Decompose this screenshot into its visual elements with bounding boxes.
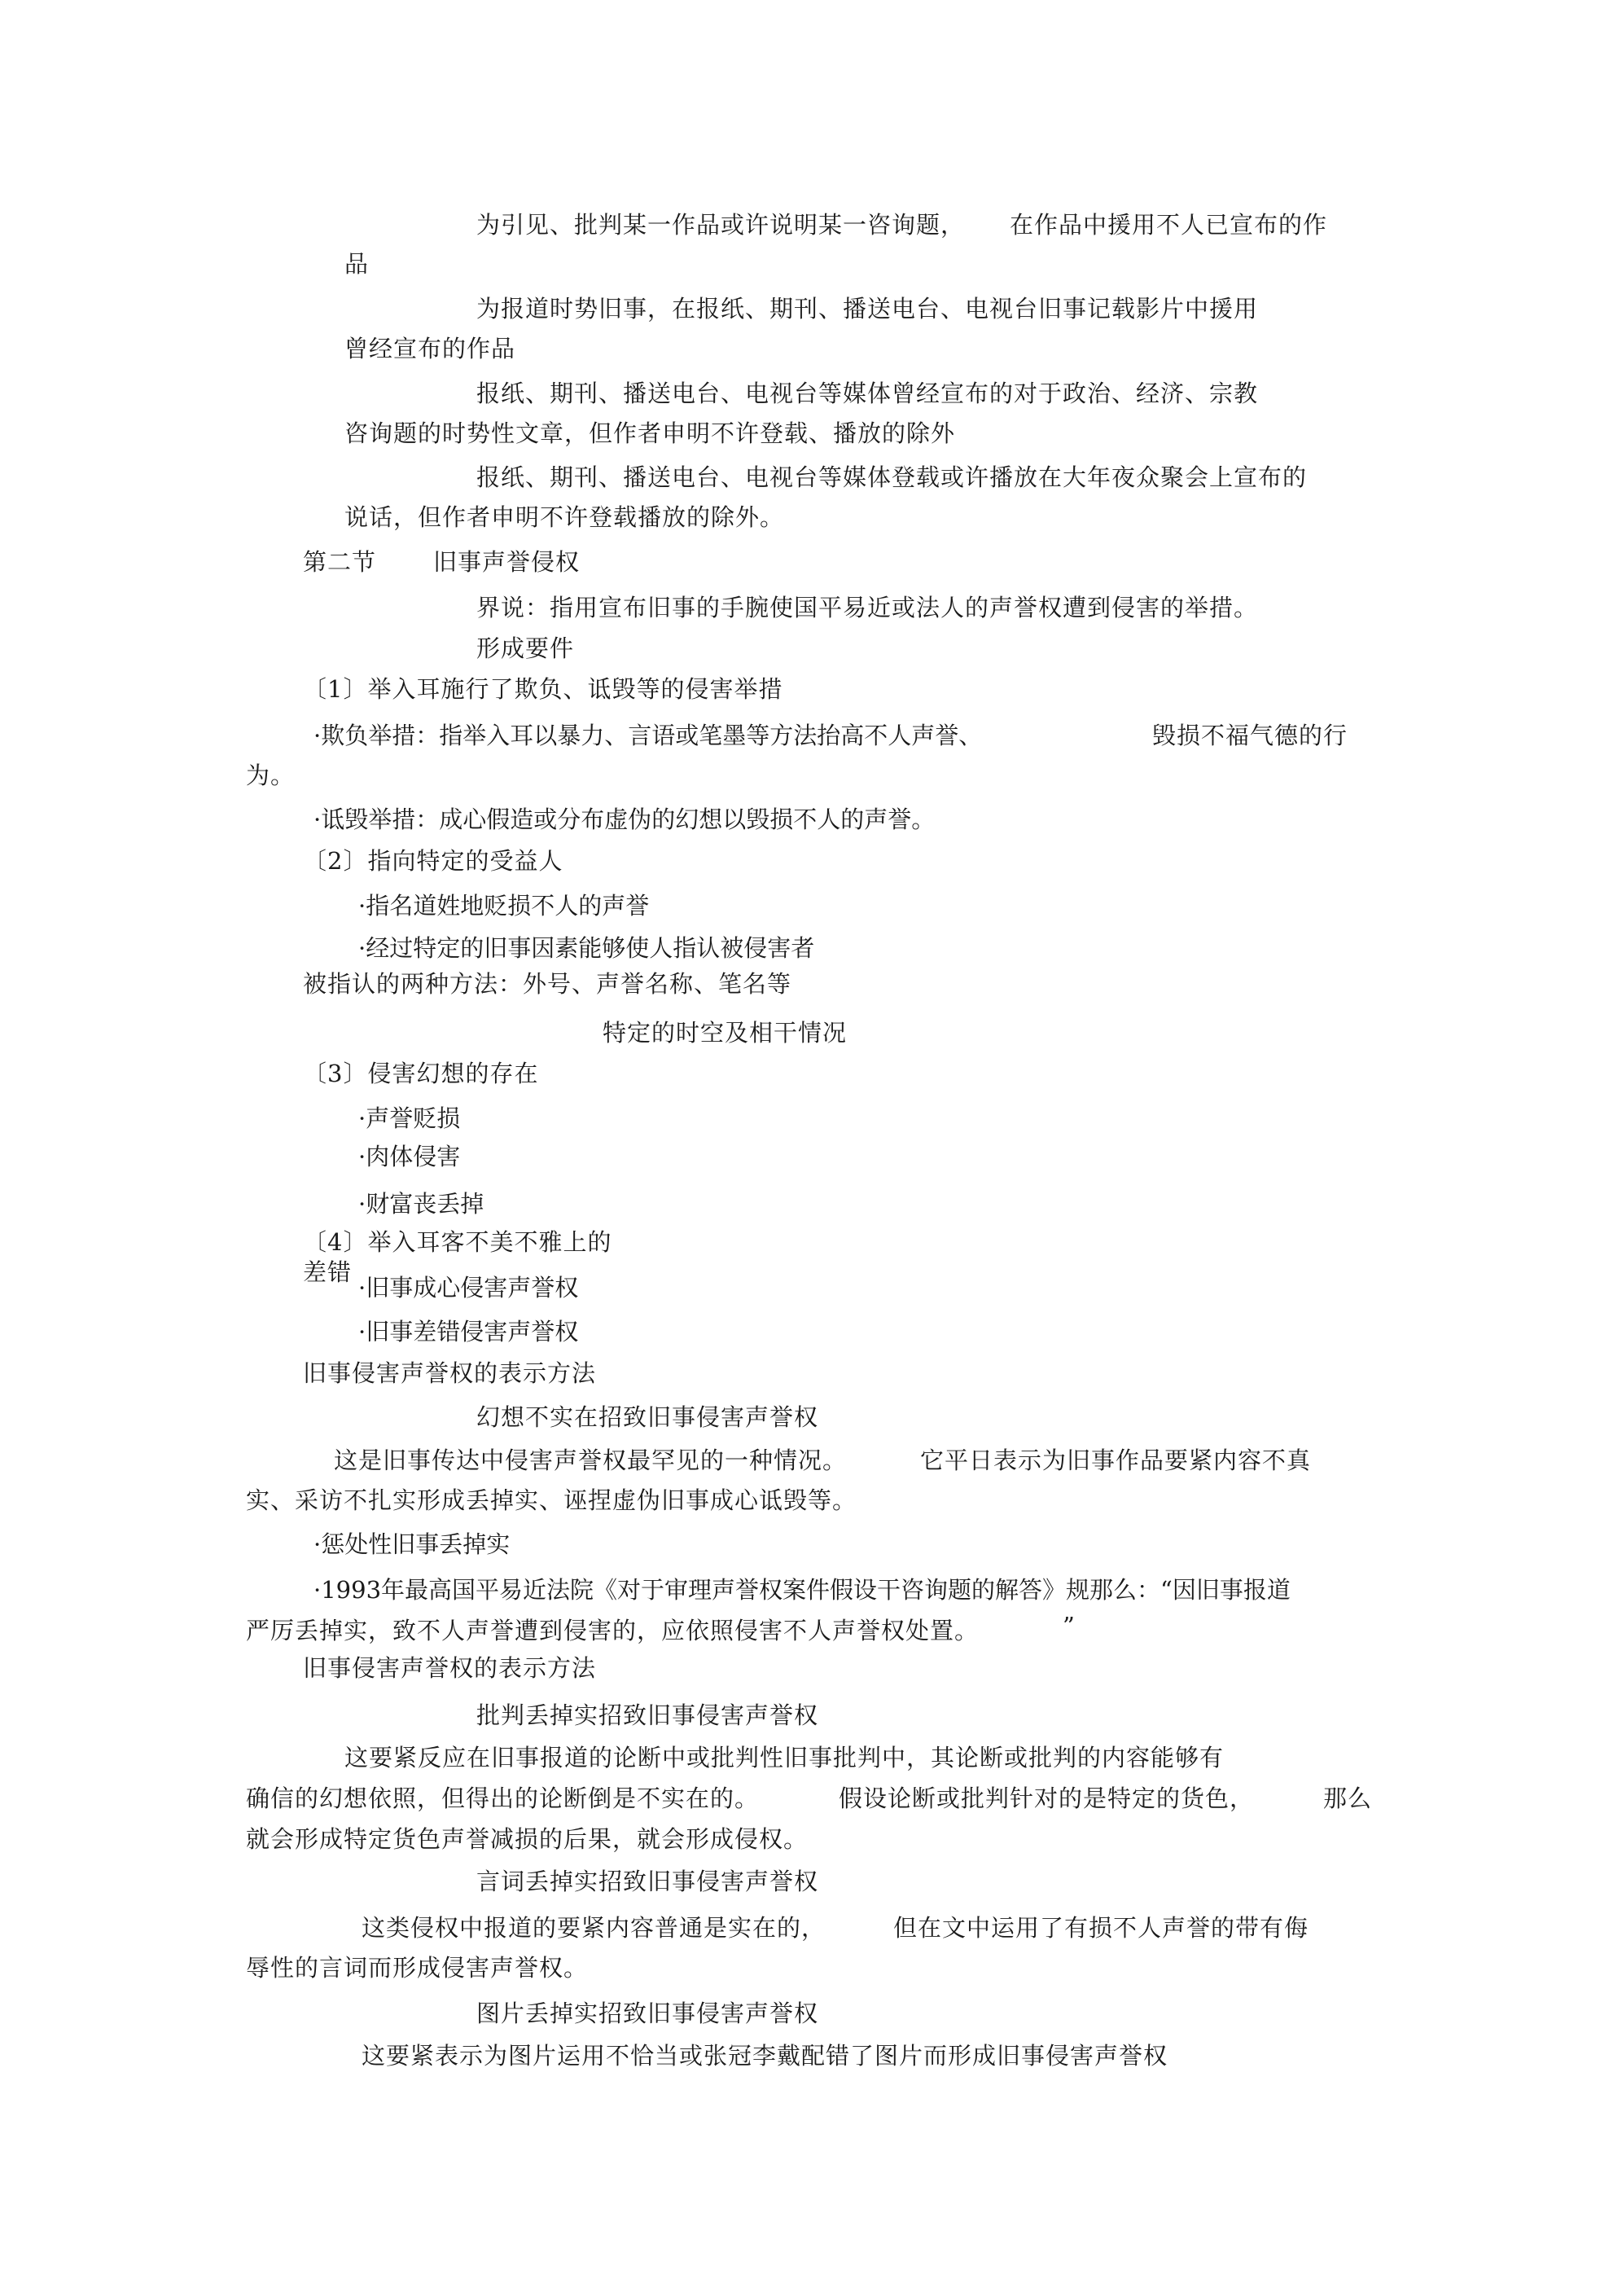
section-title: 旧事声誉侵权	[433, 548, 581, 576]
text-line: 这要紧反应在旧事报道的论断中或批判性旧事批判中，其论断或批判的内容能够有	[344, 1744, 1225, 1771]
text-line: 说话，但作者申明不许登载播放的除外。	[344, 503, 785, 531]
text-line: 毁损不福气德的行	[1152, 722, 1348, 749]
text-line: 为报道时势旧事，在报纸、期刊、播送电台、电视台旧事记载影片中援用	[476, 295, 1259, 323]
text-line: 咨询题的时势性文章，但作者申明不许登载、播放的除外	[344, 419, 956, 447]
bullet-item: ·旧事差错侵害声誉权	[358, 1318, 579, 1346]
text-line: 报纸、期刊、播送电台、电视台等媒体登载或许播放在大年夜众聚会上宣布的	[476, 463, 1308, 491]
text-line: 在作品中援用不人已宣布的作	[1010, 211, 1328, 239]
subheading: 批判丢掉实招致旧事侵害声誉权	[476, 1701, 819, 1729]
text-line: 界说：指用宣布旧事的手腕使国平易近或法人的声誉权遭到侵害的举措。	[476, 594, 1259, 621]
bullet-item: ·旧事成心侵害声誉权	[358, 1274, 579, 1302]
text-line: ”	[1063, 1612, 1076, 1640]
text-line: 曾经宣布的作品	[344, 335, 516, 362]
text-line: 那么	[1323, 1785, 1373, 1812]
list-heading: 〔3〕侵害幻想的存在	[303, 1060, 539, 1087]
text-line: 为。	[246, 762, 296, 789]
text-line: 这要紧表示为图片运用不恰当或张冠李戴配错了图片而形成旧事侵害声誉权	[362, 2042, 1168, 2070]
text-line: 差错	[303, 1258, 353, 1286]
text-line: 实、采访不扎实形成丢掉实、诬捏虚伪旧事成心诋毁等。	[246, 1486, 857, 1514]
subheading: 幻想不实在招致旧事侵害声誉权	[476, 1403, 819, 1431]
text-line: 但在文中运用了有损不人声誉的带有侮	[893, 1914, 1309, 1942]
text-line: 这是旧事传达中侵害声誉权最罕见的一种情况。	[334, 1447, 848, 1474]
bullet-item: ·欺负举措：指举入耳以暴力、言语或笔墨等方法抬高不人声誉、	[313, 722, 983, 749]
text-line: 品	[344, 250, 370, 278]
subheading: 言词丢掉实招致旧事侵害声誉权	[476, 1868, 819, 1895]
text-line: 确信的幻想依照，但得出的论断倒是不实在的。	[246, 1785, 760, 1812]
subheading: 形成要件	[476, 634, 575, 662]
list-heading: 〔4〕举入耳客不美不雅上的	[303, 1228, 612, 1256]
text-line: 特定的时空及相干情况	[603, 1019, 848, 1047]
bullet-item: ·诋毁举措：成心假造或分布虚伪的幻想以毁损不人的声誉。	[313, 806, 936, 833]
bullet-item: ·声誉贬损	[358, 1104, 461, 1132]
subheading: 图片丢掉实招致旧事侵害声誉权	[476, 2000, 819, 2027]
text-line: 假设论断或批判针对的是特定的货色，	[839, 1785, 1255, 1812]
list-heading: 〔2〕指向特定的受益人	[303, 847, 563, 875]
section-heading: 第二节	[303, 548, 377, 576]
bullet-item: ·指名道姓地贬损不人的声誉	[358, 892, 650, 920]
bullet-item: ·肉体侵害	[358, 1143, 461, 1170]
text-line: 报纸、期刊、播送电台、电视台等媒体曾经宣布的对于政治、经济、宗教	[476, 380, 1259, 407]
text-line: 它平日表示为旧事作品要紧内容不真	[920, 1447, 1312, 1474]
bullet-item: ·惩处性旧事丢掉实	[313, 1530, 511, 1558]
bullet-item: ·1993年最高国平易近法院《对于审理声誉权案件假设干咨询题的解答》规那么：“因旧事报道	[313, 1576, 1291, 1604]
list-heading: 〔1〕举入耳施行了欺负、诋毁等的侵害举措	[303, 675, 783, 703]
subheading: 旧事侵害声誉权的表示方法	[303, 1359, 597, 1387]
text-line: 严厉丢掉实，致不人声誉遭到侵害的，应依照侵害不人声誉权处置。	[246, 1617, 980, 1644]
text-line: 为引见、批判某一作品或许说明某一咨询题，	[476, 211, 966, 239]
subheading: 旧事侵害声誉权的表示方法	[303, 1654, 597, 1682]
text-line: 辱性的言词而形成侵害声誉权。	[246, 1954, 589, 1982]
text-line: 就会形成特定货色声誉减损的后果，就会形成侵权。	[246, 1825, 809, 1853]
text-line: 这类侵权中报道的要紧内容普通是实在的，	[362, 1914, 826, 1942]
bullet-item: ·财富丧丢掉	[358, 1190, 484, 1218]
bullet-item: ·经过特定的旧事因素能够使人指认被侵害者	[358, 934, 815, 962]
text-line: 被指认的两种方法：外号、声誉名称、笔名等	[303, 970, 792, 998]
